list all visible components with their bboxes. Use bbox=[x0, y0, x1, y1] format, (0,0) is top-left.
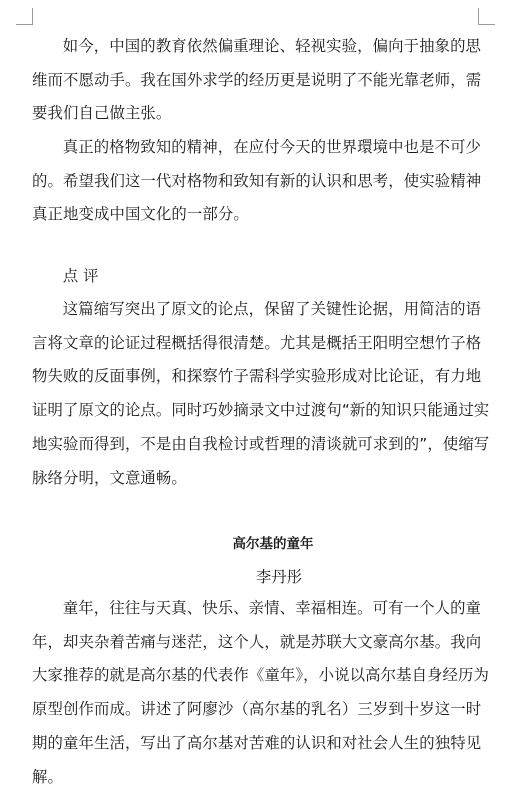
review-paragraph: 这篇缩写突出了原文的论点，保留了关键性论据，用简洁的语言将文章的论证过程概括得很清楚。尤其是概括王阳明空想竹子格物失败的反面事例，和探察竹子需科学实验形成对比论证，有力地证明了原文的论点。同时巧妙摘录文中过渡句“新的知识只能通过实地实验而得到，不是由自我检讨或哲理的清谈就可求到的”，使缩写脉络分明，文意通畅。 bbox=[32, 300, 490, 487]
body-paragraph-education: 如今，中国的教育依然偏重理论、轻视实验，偏向于抽象的思维而不愿动手。我在国外求学的经历更是说明了不能光靠老师，需要我们自己做主张。 bbox=[32, 37, 482, 123]
essay-title: 高尔基的童年 bbox=[232, 536, 314, 552]
crop-mark-top-left bbox=[16, 8, 33, 25]
crop-mark-top-right bbox=[478, 8, 495, 25]
essay-paragraph: 童年，往往与天真、快乐、亲情、幸福相连。可有一个人的童年，却夹杂着苦痛与迷茫，这个人，就是苏联大文豪高尔基。我向大家推荐的就是高尔基的代表作《童年》，小说以高尔基自身经历为原型创作而成。讲述了阿廖沙（高尔基的乳名）三岁到十岁这一时期的童年生活，写出了高尔基对苦难的认识和对社会人生的独特见解。 bbox=[32, 599, 490, 786]
essay-author: 李丹彤 bbox=[255, 568, 303, 586]
review-heading: 点 评 bbox=[62, 267, 99, 285]
body-paragraph-spirit: 真正的格物致知的精神，在应付今天的世界環境中也是不可少的。希望我们这一代对格物和致知有新的认识和思考，使实验精神真正地变成中国文化的一部分。 bbox=[32, 138, 482, 224]
